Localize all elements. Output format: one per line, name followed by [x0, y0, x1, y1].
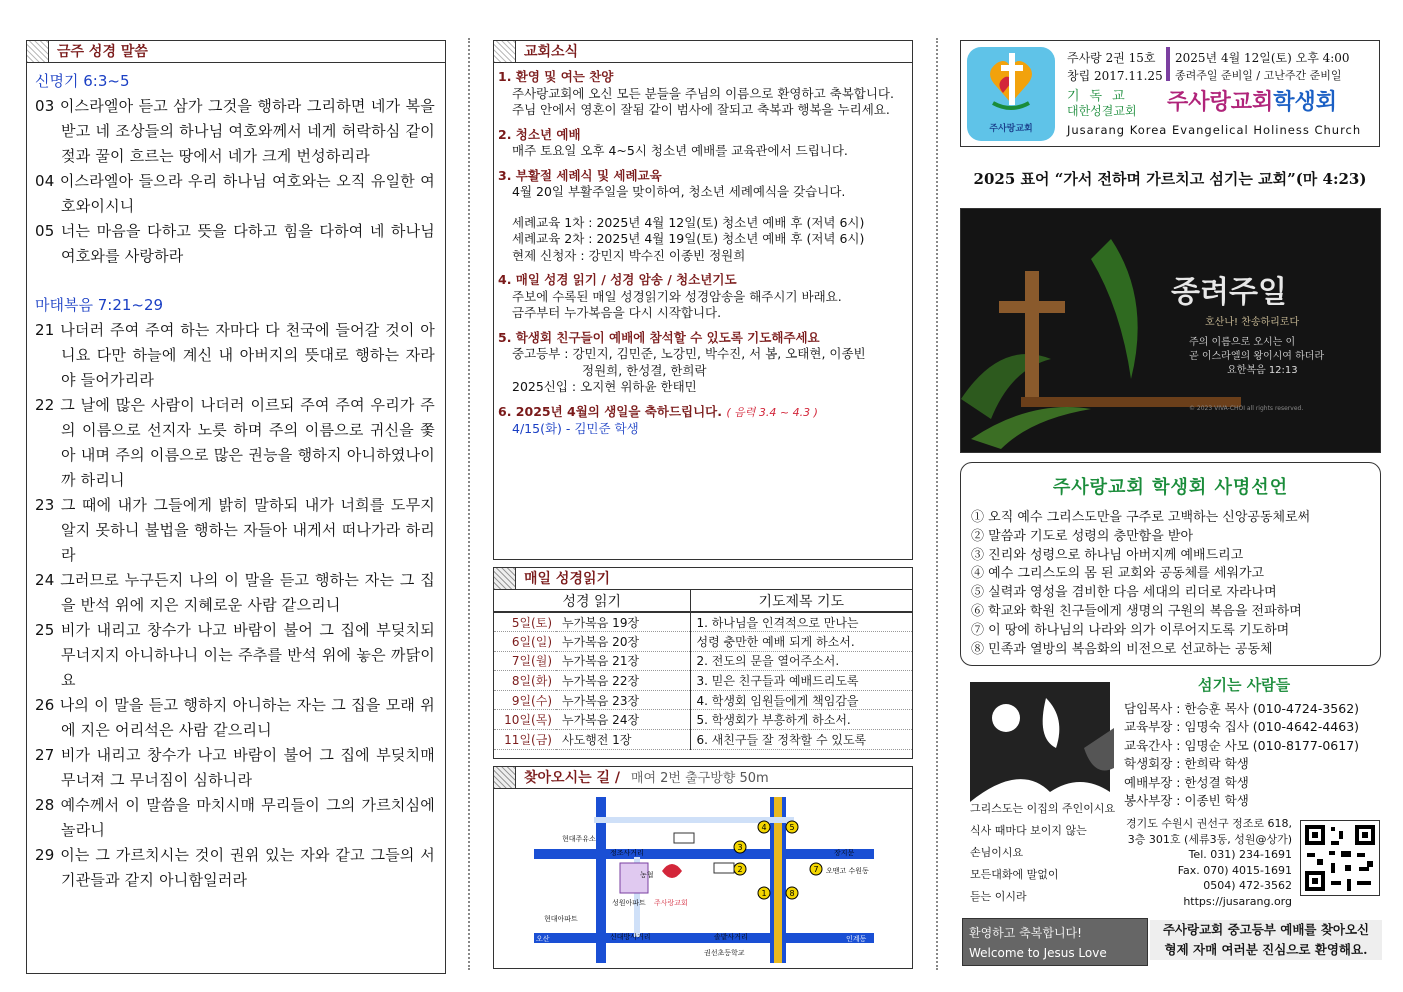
news-item-text: 주님 안에서 영혼이 잘됨 같이 범사에 잘되고 축복과 행복을 누리세요. — [512, 102, 890, 117]
church-news-panel — [493, 40, 913, 560]
news-item-text: 주사랑교회에 오신 모든 분들을 주님의 이름으로 환영하고 축복합니다. — [512, 85, 894, 101]
reading-row — [494, 632, 912, 652]
map-label: 성원아파트 — [612, 899, 646, 907]
mission-item: ⑦ 이 땅에 하나님의 나라와 의가 이루어지도록 기도하며 — [971, 622, 1290, 638]
verse: 03 이스라엘아 듣고 삼가 그것을 행하라 그리하면 네가 복을 받고 네 조상들의 하나님 여호와께서 네게 허락하심 같이 젖과 꿀이 흐르는 땅에서 네가 크게 번성하리라 — [35, 97, 435, 165]
mission-item: ① 오직 예수 그리스도만을 구주로 고백하는 신앙공동체로써 — [971, 510, 1311, 525]
staff-title: 섬기는 사람들 — [1198, 676, 1291, 694]
staff-item: 예배부장 : 한성결 학생 — [1124, 774, 1249, 790]
reading-date: 9일(수) — [494, 690, 556, 710]
church-address — [1124, 816, 1292, 909]
news-item-text: 금주부터 누가복음을 다시 시작합니다. — [512, 305, 722, 320]
mission-item: ⑥ 학교와 학원 친구들에게 생명의 구원의 복음을 전파하며 — [971, 603, 1302, 619]
reading-book: 누가복음 23장 — [556, 690, 690, 710]
denomination-line2: 대한성결교회 — [1067, 104, 1137, 118]
verse: 28 예수께서 이 말씀을 마치시매 무리들이 그의 가르치심에 놀라니 — [35, 796, 435, 839]
verse: 29 이는 그 가르치시는 것이 권위 있는 자와 같고 그들의 서기관들과 같지 아니함일러라 — [35, 846, 435, 889]
banner-verse-ref: 요한복음 12:13 — [1227, 365, 1298, 376]
founded-date: 창립 2017.11.25 — [1067, 69, 1163, 83]
map-label: 신대방사거리 — [610, 933, 651, 941]
bulletin-header — [960, 40, 1380, 147]
news-item-text: 세례교육 1차 : 2025년 4월 12일(토) 청소년 예배 후 (저녁 6시) — [512, 214, 865, 230]
reading-date: 8일(화) — [494, 671, 556, 691]
header-bar — [1166, 47, 1170, 81]
reading-row — [494, 690, 912, 710]
yearly-motto: 2025 표어 “가서 전하며 가르치고 섬기는 교회”(마 4:23) — [973, 170, 1367, 188]
news-item-title: 4. 매일 성경 읽기 / 성경 암송 / 청소년기도 — [498, 272, 737, 287]
verse: 24 그러므로 누구든지 나의 이 말을 듣고 행하는 자는 그 집을 반석 위에 지은 지혜로운 사람 같으리니 — [35, 571, 435, 614]
news-item-text: 2025신입 : 오지현 위하윤 한태민 — [512, 379, 697, 394]
map-label: 주사랑교회 — [654, 899, 688, 907]
welcome-korean: 환영하고 축복합니다! — [969, 926, 1082, 940]
denomination-line1: 기독교 — [1067, 89, 1135, 104]
woodcut-line: 듣는 이시라 — [970, 890, 1027, 903]
staff-item: 봉사부장 : 이종빈 학생 — [1124, 793, 1249, 809]
news-item-text: 중고등부 : 강민지, 김민준, 노강민, 박수진, 서 봄, 오태현, 이종빈 — [512, 346, 866, 361]
mission-statement — [960, 462, 1381, 666]
woodcut-line: 식사 때마다 보이지 않는 — [970, 824, 1087, 837]
mission-title: 주사랑교회 학생회 사명선언 — [1052, 477, 1289, 498]
address-line: 3층 301호 (세류3동, 성원@상가) — [1127, 832, 1292, 846]
prayer-item: 성령 충만한 예배 되게 하소서. — [690, 632, 912, 652]
church-name-english: Jusarang Korea Evangelical Holiness Church — [1067, 123, 1362, 137]
church-name-group: 학생회 — [1273, 90, 1338, 115]
prayer-item: 6. 새친구들 잘 정착할 수 있도록 — [690, 730, 912, 750]
prayer-item: 2. 전도의 문을 열어주소서. — [690, 651, 912, 671]
reading-date: 7일(월) — [494, 651, 556, 671]
church-name — [1167, 85, 1337, 116]
directions-header-label: 찾아오시는 길 / — [524, 770, 621, 786]
verse: 22 그 날에 많은 사람이 나더러 이르되 주여 주여 우리가 주의 이름으로 선지자 노릇 하며 주의 이름으로 귀신을 쫓아 내며 주의 이름으로 많은 권능을 행하지 아니하였나이까 하리니 — [35, 396, 435, 489]
staff-item: 교육간사 : 임명순 사모 (010-8177-0617) — [1124, 737, 1360, 753]
welcome-english: Welcome to Jesus Love Church — [969, 946, 1107, 980]
woodcut-line: 손님이시요 — [970, 846, 1024, 859]
map-label: 인계동 — [846, 935, 867, 943]
map-label: 정조사거리 — [610, 849, 644, 857]
reading-date: 5일(토) — [494, 612, 556, 632]
reading-row — [494, 710, 912, 730]
cross-palm-illustration — [961, 209, 1381, 453]
prayer-item: 1. 하나님을 인격적으로 만나는 — [690, 612, 912, 632]
location-map — [534, 797, 874, 963]
palm-sunday-banner — [960, 208, 1381, 453]
mission-item: ③ 진리와 성령으로 하나님 아버지께 예배드리고 — [971, 547, 1244, 563]
woodcut-line: 모든대화에 말없이 — [970, 868, 1059, 881]
daily-reading-panel — [493, 567, 913, 759]
column-header-prayer: 기도제목 기도 — [690, 590, 912, 612]
reading-book: 누가복음 20장 — [556, 632, 690, 652]
map-label: 농협 — [640, 871, 654, 879]
map-label: 오맨고 수원동 — [826, 867, 869, 875]
mission-item: ② 말씀과 기도로 성령의 충만함을 받아 — [971, 528, 1194, 544]
lunar-note: ( 음력 3.4 ~ 4.3 ) — [726, 405, 818, 419]
prayer-item: 3. 믿은 친구들과 예배드리도록 — [690, 671, 912, 691]
staff-item: 담임목사 : 한승훈 목사 (010-4724-3562) — [1124, 701, 1360, 716]
mission-item: ④ 예수 그리스도의 몸 된 교회와 공동체를 세워가고 — [971, 566, 1265, 582]
news-item-title: 3. 부활절 세례식 및 세례교육 — [498, 167, 662, 183]
news-item-text: 현제 신청자 : 강민지 박수진 이종빈 정원희 — [512, 247, 746, 263]
directions-header — [494, 767, 912, 789]
svg-text:3: 3 — [737, 843, 743, 852]
header-hatch — [494, 767, 516, 788]
map-label: 오산 — [536, 935, 550, 943]
welcome-message — [1150, 920, 1382, 960]
reading-row — [494, 671, 912, 691]
reading-date: 6일(일) — [494, 632, 556, 652]
scripture-header — [27, 41, 445, 63]
column-divider-right — [936, 38, 938, 970]
news-header — [494, 41, 912, 63]
news-item-title — [498, 404, 906, 422]
woodcut-caption — [970, 798, 1115, 906]
svg-text:8: 8 — [789, 889, 795, 898]
reading-book: 사도행전 1장 — [556, 730, 690, 750]
woodcut-line: 그리스도는 이집의 주인이시요 — [970, 802, 1116, 815]
news-item-text: 4월 20일 부활주일을 맞이하여, 청소년 세례예식을 갖습니다. — [512, 184, 846, 199]
week-note: 종려주일 준비일 / 고난주간 준비일 — [1175, 69, 1342, 82]
qr-code-icon[interactable] — [1300, 820, 1380, 896]
column-divider-left — [468, 38, 470, 970]
reading-book: 누가복음 24장 — [556, 710, 690, 730]
svg-text:2: 2 — [737, 865, 743, 874]
scripture-panel — [26, 40, 446, 974]
reading-date: 10일(목) — [494, 710, 556, 730]
verse: 25 비가 내리고 창수가 나고 바람이 불어 그 집에 부딪치되 무너지지 아니하나니 이는 주추를 반석 위에 놓은 까닭이요 — [35, 621, 435, 689]
address-line: 경기도 수원시 권선구 정조로 618, — [1126, 817, 1292, 830]
svg-text:4: 4 — [761, 823, 767, 832]
mission-item: ⑤ 실력과 영성을 겸비한 다음 세대의 리더로 자라나며 — [971, 585, 1277, 601]
staff-list — [1124, 700, 1359, 810]
map-label: 장지문 — [834, 849, 855, 857]
news-item-title: 2. 청소년 예배 — [498, 126, 581, 142]
reading-table — [494, 590, 912, 750]
service-date: 2025년 4월 12일(토) 오후 4:00 — [1175, 51, 1350, 65]
directions-panel — [493, 766, 913, 969]
verse: 04 이스라엘아 들으라 우리 하나님 여호와는 오직 유일한 여호와이시니 — [35, 172, 435, 215]
reading-date: 11일(금) — [494, 730, 556, 750]
reading-row — [494, 730, 912, 750]
header-hatch — [494, 41, 516, 62]
directions-sub: 매여 2번 출구방향 50m — [630, 771, 769, 786]
svg-text:5: 5 — [789, 823, 795, 832]
verse: 26 나의 이 말을 듣고 행하지 아니하는 자는 그 집을 모래 위에 지은 어리석은 사람 같으리니 — [35, 696, 435, 739]
scripture-header-label: 금주 성경 말씀 — [57, 44, 148, 60]
mission-list — [971, 509, 1310, 659]
verse: 05 너는 마음을 다하고 뜻을 다하고 힘을 다하여 네 하나님 여호와를 사랑하라 — [35, 222, 435, 265]
phone-line: 0504) 472-3562 — [1203, 879, 1292, 892]
news-header-label: 교회소식 — [524, 44, 579, 60]
svg-text:7: 7 — [813, 865, 819, 874]
news-item-text: 주보에 수록된 매일 성경읽기와 성경암송을 해주시기 바래요. — [512, 288, 842, 304]
header-hatch — [494, 568, 516, 589]
welcome-box — [962, 918, 1148, 980]
banner-subtitle: 호산나! 찬송하리로다 — [1205, 317, 1300, 328]
verse: 23 그 때에 내가 그들에게 밝히 말하되 내가 너희를 도무지 알지 못하니 불법을 행하는 자들아 내게서 떠나가라 하리라 — [35, 496, 435, 564]
map-label: 솔밭사거리 — [714, 933, 748, 941]
scripture-reference-1: 신명기 6:3~5 — [35, 72, 130, 90]
mission-item: ⑧ 민족과 열방의 복음화의 비전으로 선교하는 공동체 — [971, 641, 1273, 657]
banner-copyright: © 2023 VIVA-CHOI all rights reserved. — [1189, 405, 1304, 412]
reading-row — [494, 612, 912, 632]
scripture-reference-2: 마태복음 7:21~29 — [35, 296, 164, 314]
news-item-text: 세례교육 2차 : 2025년 4월 19일(토) 청소년 예배 후 (저녁 6시) — [512, 231, 865, 246]
map-label: 현대아파트 — [544, 915, 578, 923]
logo-label: 주사랑교회 — [989, 124, 1033, 134]
column-header-reading: 성경 읽기 — [494, 590, 690, 612]
reading-header-label: 매일 성경읽기 — [524, 571, 611, 587]
reading-book: 누가복음 19장 — [556, 612, 690, 632]
issue-number: 주사랑 2권 15호 — [1067, 51, 1156, 65]
header-hatch — [27, 41, 49, 62]
birthday-entry: 4/15(화) - 김민준 학생 — [512, 421, 639, 436]
news-item-text: 매주 토요일 오후 4~5시 청소년 예배를 교육관에서 드립니다. — [512, 143, 848, 158]
staff-item: 학생회장 : 한희락 학생 — [1124, 756, 1249, 772]
woodcut-image — [966, 678, 1118, 906]
phone-line: Tel. 031) 234-1691 — [1188, 848, 1292, 861]
prayer-item: 5. 학생회가 부흥하게 하소서. — [690, 710, 912, 730]
news-item-text: 정원희, 한성결, 한희락 — [582, 362, 707, 378]
reading-book: 누가복음 21장 — [556, 651, 690, 671]
cross-heart-icon — [967, 47, 1055, 127]
reading-book: 누가복음 22장 — [556, 671, 690, 691]
verse: 27 비가 내리고 창수가 나고 바람이 불어 그 집에 부딪치매 무너져 그 무너짐이 심하니라 — [35, 746, 435, 789]
reading-row — [494, 651, 912, 671]
banner-title: 종려주일 — [1171, 275, 1287, 310]
prayer-item: 4. 학생회 임원들에게 책임감을 — [690, 690, 912, 710]
banner-verse-line: 주의 이름으로 오시는 이 — [1189, 337, 1296, 348]
birthday-title: 6. 2025년 4월의 생일을 축하드립니다. — [498, 403, 722, 419]
svg-text:1: 1 — [761, 889, 767, 898]
welcome-line: 주사랑교회 중고등부 예배를 찾아오신 — [1162, 922, 1370, 937]
welcome-line: 형제 자매 여러분 진심으로 환영해요. — [1164, 942, 1368, 957]
reading-header — [494, 568, 912, 590]
banner-verse-line: 곧 이스라엘의 왕이시여 하더라 — [1189, 351, 1325, 362]
map-label: 권선초등학교 — [704, 949, 745, 957]
news-item-title: 1. 환영 및 여는 찬양 — [498, 69, 614, 84]
fax-line: Fax. 070) 4015-1691 — [1177, 863, 1292, 877]
staff-item: 교육부장 : 임명숙 집사 (010-4642-4463) — [1124, 719, 1360, 735]
map-label: 오산 — [536, 841, 550, 849]
website-link[interactable]: https://jusarang.org — [1183, 894, 1292, 908]
verse: 21 나더러 주여 주여 하는 자마다 다 천국에 들어갈 것이 아니요 다만 하늘에 계신 내 아버지의 뜻대로 행하는 자라야 들어가리라 — [35, 321, 435, 389]
map-label: 현대주유소 — [562, 835, 596, 843]
church-name-main: 주사랑교회 — [1167, 90, 1274, 115]
news-item-title: 5. 학생회 친구들이 예배에 참석할 수 있도록 기도해주세요 — [498, 329, 820, 345]
